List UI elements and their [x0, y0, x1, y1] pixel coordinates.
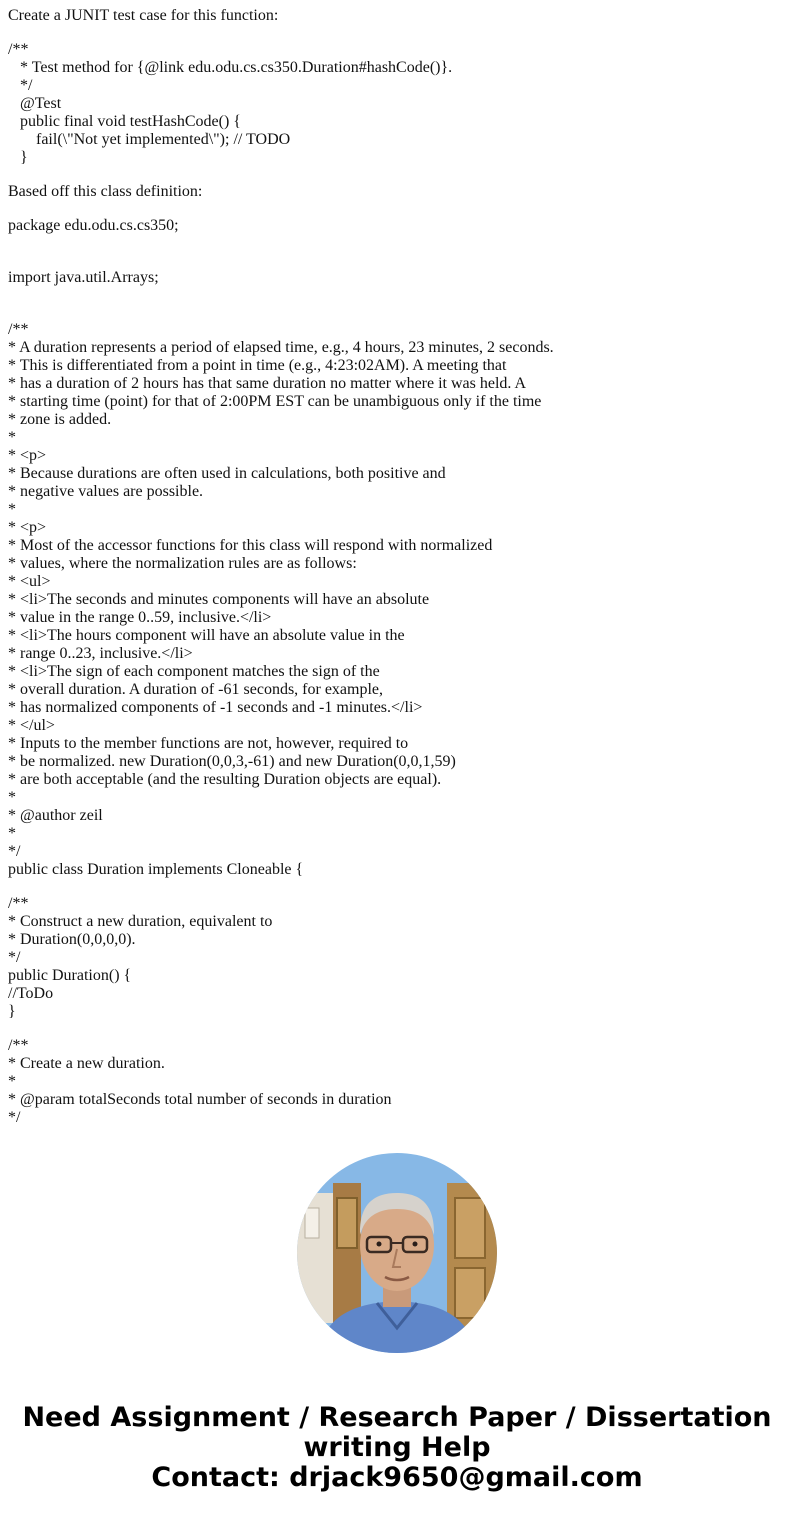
code-line: /**: [8, 41, 29, 58]
code-line: * <li>The seconds and minutes components will have an absolute: [8, 591, 430, 608]
code-line: * <p>: [8, 447, 47, 464]
code-line: * Most of the accessor functions for this class will respond with normalized: [8, 537, 493, 554]
code-line: * has a duration of 2 hours has that same duration no matter where it was held. A: [8, 375, 527, 392]
code-line: * Test method for {@link edu.odu.cs.cs350.Duration#hashCode()}.: [8, 59, 453, 76]
code-line: //ToDo: [8, 985, 54, 1002]
code-line: @Test: [8, 95, 62, 112]
footer-headline: Need Assignment / Research Paper / Dissertation: [22, 1402, 772, 1433]
code-line: public Duration() {: [8, 967, 132, 984]
avatar: [297, 1153, 497, 1353]
footer-banner: [0, 1403, 794, 1493]
code-line: }: [8, 1003, 16, 1020]
code-line: * @param totalSeconds total number of seconds in duration: [8, 1091, 392, 1108]
footer-contact: Contact: drjack9650@gmail.com: [151, 1462, 643, 1493]
code-line: /**: [8, 895, 29, 912]
code-line: */: [8, 1109, 21, 1126]
code-line: /**: [8, 1037, 29, 1054]
code-line: public final void testHashCode() {: [8, 113, 241, 130]
code-line: * values, where the normalization rules are as follows:: [8, 555, 357, 572]
code-line: * starting time (point) for that of 2:00PM EST can be unambiguous only if the time: [8, 393, 542, 410]
code-line: */: [8, 843, 21, 860]
code-line: * zone is added.: [8, 411, 112, 428]
import-line: import java.util.Arrays;: [8, 269, 159, 286]
code-line: * overall duration. A duration of -61 seconds, for example,: [8, 681, 384, 698]
code-line: * <ul>: [8, 573, 51, 590]
code-line: fail(\"Not yet implemented\"); // TODO: [8, 131, 291, 148]
code-line: /**: [8, 321, 29, 338]
constructor2-block: [8, 1037, 788, 1127]
code-line: public class Duration implements Cloneable {: [8, 861, 304, 878]
code-line: * Construct a new duration, equivalent to: [8, 913, 273, 930]
based-line: Based off this class definition:: [8, 183, 203, 200]
code-line: *: [8, 429, 16, 446]
code-line: * </ul>: [8, 717, 55, 734]
person-portrait-icon: [297, 1153, 497, 1353]
code-line: * <li>The sign of each component matches the sign of the: [8, 663, 380, 680]
code-line: * A duration represents a period of elapsed time, e.g., 4 hours, 23 minutes, 2 seconds.: [8, 339, 554, 356]
code-line: */: [8, 949, 21, 966]
footer-subline: writing Help: [303, 1432, 491, 1463]
intro-line: Create a JUNIT test case for this function:: [8, 7, 279, 24]
code-line: * This is differentiated from a point in time (e.g., 4:23:02AM). A meeting that: [8, 357, 507, 374]
class-doc-block: [8, 321, 788, 879]
code-line: * Inputs to the member functions are not, however, required to: [8, 735, 409, 752]
code-line: *: [8, 789, 16, 806]
code-line: * @author zeil: [8, 807, 103, 824]
code-line: * range 0..23, inclusive.</li>: [8, 645, 193, 662]
code-line: * has normalized components of -1 seconds and -1 minutes.</li>: [8, 699, 423, 716]
code-line: * Duration(0,0,0,0).: [8, 931, 136, 948]
code-line: * negative values are possible.: [8, 483, 204, 500]
code-line: *: [8, 1073, 16, 1090]
code-line: * are both acceptable (and the resulting Duration objects are equal).: [8, 771, 442, 788]
code-line: *: [8, 501, 16, 518]
code-line: * Because durations are often used in calculations, both positive and: [8, 465, 446, 482]
code-line: * Create a new duration.: [8, 1055, 165, 1072]
code-line: *: [8, 825, 16, 842]
constructor-block: [8, 895, 788, 1021]
code-line: }: [8, 149, 28, 166]
code-line: * <li>The hours component will have an absolute value in the: [8, 627, 405, 644]
code-line: * <p>: [8, 519, 47, 536]
code-line: * value in the range 0..59, inclusive.</li>: [8, 609, 272, 626]
package-line: package edu.odu.cs.cs350;: [8, 217, 179, 234]
code-line: */: [8, 77, 33, 94]
test-method-block: [8, 41, 788, 167]
code-line: * be normalized. new Duration(0,0,3,-61) and new Duration(0,0,1,59): [8, 753, 456, 770]
document-body: [8, 7, 788, 1127]
